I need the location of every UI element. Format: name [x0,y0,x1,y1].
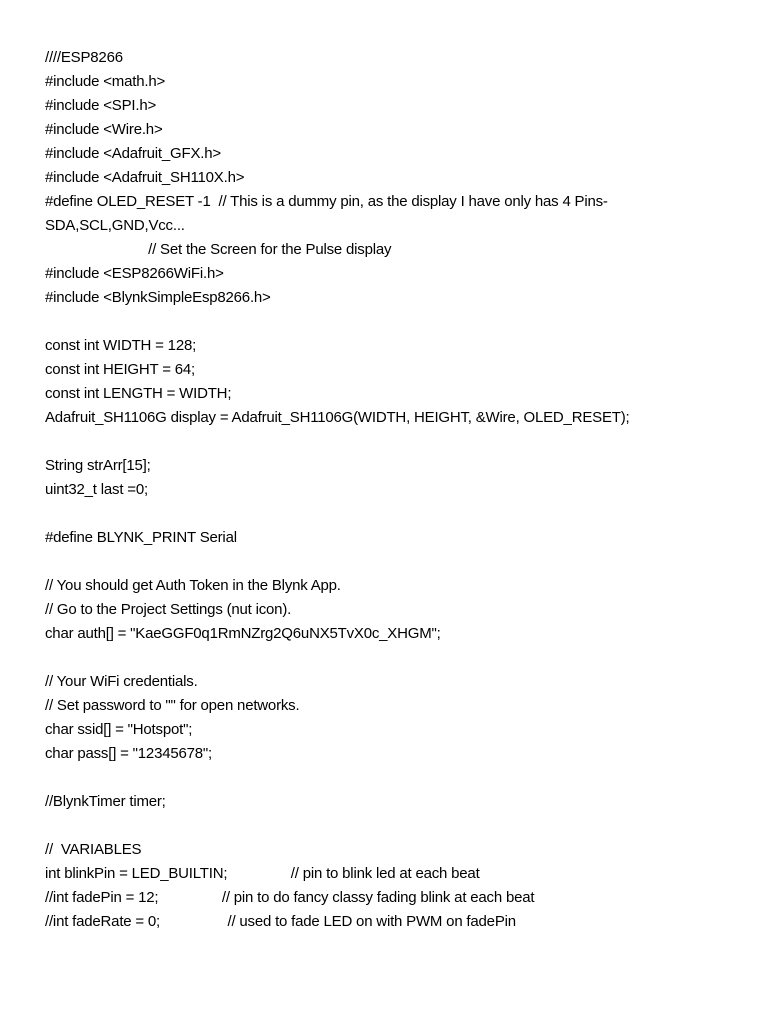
code-line: #include <SPI.h> [45,97,157,114]
code-line: // VARIABLES [45,841,142,858]
blank-line [45,646,735,670]
code-line: char pass[] = "12345678"; [45,745,213,762]
blank-line [45,814,735,838]
code-line: uint32_t last =0; [45,481,148,498]
blank-line [45,502,735,526]
code-line: // Set the Screen for the Pulse display [45,241,392,258]
code-line: //BlynkTimer timer; [45,793,166,810]
code-line: SDA,SCL,GND,Vcc... [45,217,185,234]
blank-line [45,430,735,454]
code-line: #include <Adafruit_SH110X.h> [45,169,245,186]
code-line: //int fadePin = 12; // pin to do fancy classy fading blink at each beat [45,889,535,906]
code-line: // Go to the Project Settings (nut icon). [45,601,292,618]
code-line: #include <math.h> [45,73,166,90]
code-line: char auth[] = "KaeGGF0q1RmNZrg2Q6uNX5TvX0c_XHGM"; [45,625,441,642]
code-line: #include <ESP8266WiFi.h> [45,265,224,282]
code-line: int blinkPin = LED_BUILTIN; // pin to blink led at each beat [45,865,480,882]
code-line: //int fadeRate = 0; // used to fade LED on with PWM on fadePin [45,913,516,930]
blank-line [45,766,735,790]
code-line: #define OLED_RESET -1 // This is a dummy pin, as the display I have only has 4 Pins- [45,193,608,210]
code-line: #include <Wire.h> [45,121,163,138]
document-page [45,46,735,934]
blank-line [45,550,735,574]
code-line: String strArr[15]; [45,457,151,474]
code-line: #include <Adafruit_GFX.h> [45,145,221,162]
blank-line [45,310,735,334]
code-line: // Set password to "" for open networks. [45,697,300,714]
code-line: const int WIDTH = 128; [45,337,197,354]
code-line: ////ESP8266 [45,49,123,66]
code-line: #define BLYNK_PRINT Serial [45,529,237,546]
code-line: char ssid[] = "Hotspot"; [45,721,193,738]
code-line: // You should get Auth Token in the Blynk App. [45,577,341,594]
code-line: Adafruit_SH1106G display = Adafruit_SH1106G(WIDTH, HEIGHT, &Wire, OLED_RESET); [45,409,630,426]
code-line: #include <BlynkSimpleEsp8266.h> [45,289,271,306]
code-line: const int HEIGHT = 64; [45,361,195,378]
code-line: const int LENGTH = WIDTH; [45,385,232,402]
code-line: // Your WiFi credentials. [45,673,198,690]
